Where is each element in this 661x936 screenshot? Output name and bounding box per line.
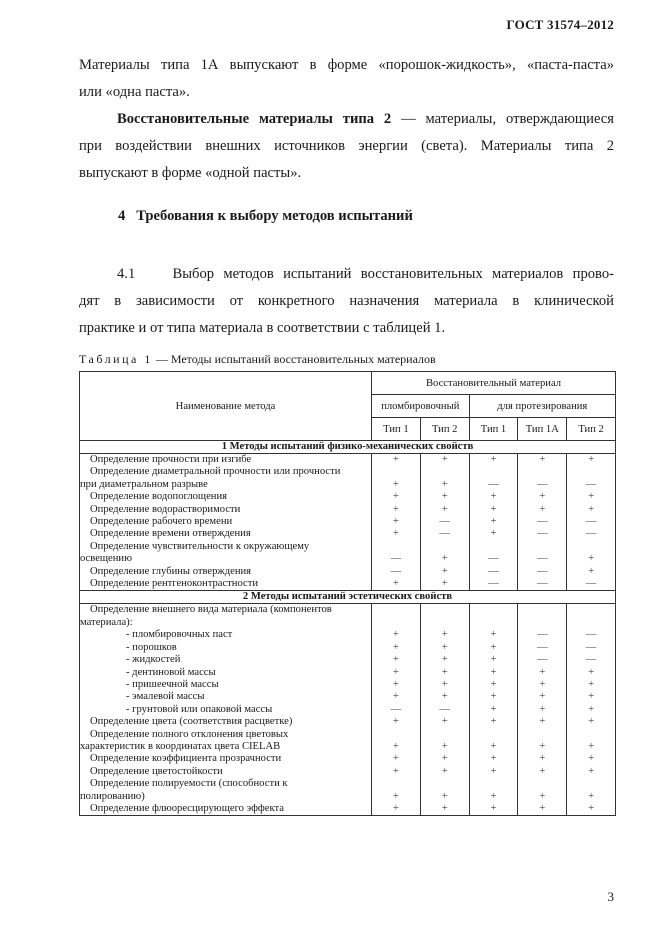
method-name-line: - порошков xyxy=(126,641,177,653)
paragraph-type-2 xyxy=(79,106,614,187)
group-row xyxy=(80,441,616,454)
applicability-mark: + xyxy=(372,667,421,679)
applicability-mark: + xyxy=(518,704,567,716)
applicability-mark: — xyxy=(518,528,567,540)
table-row xyxy=(80,704,616,716)
applicability-mark: + xyxy=(469,667,518,679)
applicability-mark: + xyxy=(469,491,518,503)
header-filling: пломбировочный xyxy=(372,395,470,418)
applicability-mark: + xyxy=(518,803,567,816)
method-name-line: - жидкостей xyxy=(126,654,181,666)
applicability-mark: — xyxy=(518,642,567,654)
applicability-mark: + xyxy=(469,679,518,691)
applicability-mark: + xyxy=(372,716,421,728)
applicability-mark: + xyxy=(372,654,421,666)
applicability-mark: — xyxy=(420,704,469,716)
table-row xyxy=(80,604,616,629)
header-type: Тип 1 xyxy=(469,418,518,441)
applicability-mark: + xyxy=(469,803,518,816)
applicability-mark: — xyxy=(518,516,567,528)
applicability-mark: — xyxy=(567,642,616,654)
applicability-mark: + xyxy=(567,691,616,703)
table-row xyxy=(80,466,616,491)
method-name xyxy=(80,667,372,679)
method-name-line: Определение водорастворимости xyxy=(90,503,241,515)
applicability-mark: + xyxy=(420,766,469,778)
table-row xyxy=(80,778,616,803)
standard-header: ГОСТ 31574–2012 xyxy=(506,17,614,32)
method-name-line: Определение времени отверждения xyxy=(90,528,251,540)
applicability-mark xyxy=(567,604,616,629)
page-number: 3 xyxy=(607,889,614,904)
applicability-mark: — xyxy=(518,578,567,591)
applicability-mark: + xyxy=(420,541,469,566)
method-name-line: - грунтовой или опаковой массы xyxy=(126,703,273,715)
term-definition: — материалы, отверждающиеся xyxy=(391,111,614,127)
table-row xyxy=(80,491,616,503)
applicability-mark: + xyxy=(469,766,518,778)
method-name-line: характеристик в координатах цвета CIELAB xyxy=(80,740,281,752)
table-row xyxy=(80,766,616,778)
applicability-mark: + xyxy=(420,629,469,641)
table-row xyxy=(80,691,616,703)
method-name-line: Определение внешнего вида материала (компонентов xyxy=(90,604,332,616)
applicability-mark xyxy=(518,604,567,629)
applicability-mark: — xyxy=(420,528,469,540)
applicability-mark: + xyxy=(518,753,567,765)
applicability-mark: + xyxy=(518,691,567,703)
applicability-mark: — xyxy=(518,654,567,666)
applicability-mark: — xyxy=(518,566,567,578)
applicability-mark: — xyxy=(372,541,421,566)
applicability-mark: — xyxy=(567,466,616,491)
group-title: 2 Методы испытаний эстетических свойств xyxy=(80,591,616,604)
applicability-mark: — xyxy=(567,629,616,641)
table-caption xyxy=(79,352,436,367)
applicability-mark: + xyxy=(518,778,567,803)
method-name-line: - эмалевой массы xyxy=(126,691,205,703)
header-type: Тип 1А xyxy=(518,418,567,441)
applicability-mark: + xyxy=(567,679,616,691)
method-name xyxy=(80,516,372,528)
text-line: практике и от типа материала в соответствии с таблицей 1. xyxy=(79,320,446,336)
applicability-mark: + xyxy=(420,566,469,578)
text-line: при воздействии внешних источников энергии (света). Материалы типа 2 xyxy=(79,138,614,154)
method-name xyxy=(80,679,372,691)
table-row xyxy=(80,642,616,654)
table-caption-text: — Методы испытаний восстановительных материалов xyxy=(152,352,436,366)
text-line: выпускают в форме «одной пасты». xyxy=(79,165,302,181)
applicability-mark: + xyxy=(567,504,616,516)
table-row xyxy=(80,504,616,516)
applicability-mark: — xyxy=(518,629,567,641)
method-name-line: Определение цветостойкости xyxy=(90,765,223,777)
applicability-mark: + xyxy=(372,578,421,591)
term-bold: Восстановительные материалы типа 2 xyxy=(117,111,392,127)
method-name xyxy=(80,654,372,666)
text-line: или «одна паста». xyxy=(79,84,190,100)
applicability-mark: + xyxy=(567,541,616,566)
applicability-mark: + xyxy=(372,679,421,691)
header-method: Наименование метода xyxy=(80,372,372,441)
method-name-line: Определение водопоглощения xyxy=(90,491,227,503)
method-name-line: - пришеечной массы xyxy=(126,678,219,690)
table-row xyxy=(80,729,616,754)
applicability-mark: + xyxy=(469,642,518,654)
text-line: дят в зависимости от конкретного назначения материала в клинической xyxy=(79,293,614,309)
applicability-mark xyxy=(469,604,518,629)
method-name xyxy=(80,629,372,641)
applicability-mark: + xyxy=(372,629,421,641)
table-row xyxy=(80,516,616,528)
header-type: Тип 2 xyxy=(567,418,616,441)
applicability-mark: + xyxy=(372,528,421,540)
method-name-line: освещению xyxy=(80,553,133,565)
applicability-mark: + xyxy=(372,766,421,778)
applicability-mark: + xyxy=(567,704,616,716)
header-material: Восстановительный материал xyxy=(372,372,616,395)
applicability-mark: — xyxy=(567,578,616,591)
applicability-mark: + xyxy=(567,729,616,754)
applicability-mark: + xyxy=(372,642,421,654)
header-prosthetic: для протезирования xyxy=(469,395,615,418)
applicability-mark: + xyxy=(420,654,469,666)
applicability-mark: + xyxy=(420,803,469,816)
applicability-mark: + xyxy=(420,466,469,491)
table-row xyxy=(80,566,616,578)
table-row xyxy=(80,629,616,641)
applicability-mark: + xyxy=(420,504,469,516)
table-row xyxy=(80,454,616,467)
applicability-mark: + xyxy=(420,642,469,654)
applicability-mark: + xyxy=(372,466,421,491)
method-name-line: при диаметральном разрыве xyxy=(80,478,208,490)
table-row xyxy=(80,578,616,591)
applicability-mark: + xyxy=(420,667,469,679)
method-name xyxy=(80,466,372,491)
method-name-line: - дентиновой массы xyxy=(126,666,216,678)
applicability-mark: — xyxy=(567,516,616,528)
method-name-line: Определение рабочего времени xyxy=(90,516,233,528)
group-row xyxy=(80,591,616,604)
method-name xyxy=(80,541,372,566)
applicability-mark: — xyxy=(469,466,518,491)
method-name xyxy=(80,691,372,703)
applicability-mark: + xyxy=(372,778,421,803)
table-row xyxy=(80,753,616,765)
method-name xyxy=(80,803,372,816)
applicability-mark: — xyxy=(567,528,616,540)
text-line xyxy=(79,106,614,133)
method-name xyxy=(80,729,372,754)
applicability-mark: + xyxy=(469,654,518,666)
applicability-mark: + xyxy=(567,766,616,778)
applicability-mark: + xyxy=(420,578,469,591)
method-name-line: Определение чувствительности к окружающему xyxy=(90,540,310,552)
method-name-line: Определение прочности при изгибе xyxy=(90,454,252,465)
applicability-mark: — xyxy=(518,541,567,566)
method-name-line: Определение рентгеноконтрастности xyxy=(90,578,259,590)
applicability-mark: + xyxy=(567,716,616,728)
applicability-mark: + xyxy=(469,753,518,765)
applicability-mark: + xyxy=(420,716,469,728)
applicability-mark: + xyxy=(469,691,518,703)
applicability-mark: + xyxy=(567,667,616,679)
applicability-mark: + xyxy=(372,691,421,703)
group-title: 1 Методы испытаний физико-механических свойств xyxy=(80,441,616,454)
applicability-mark: + xyxy=(469,729,518,754)
table-row xyxy=(80,667,616,679)
method-name-line: Определение диаметральной прочности или прочности xyxy=(90,466,341,478)
method-name-line: Определение флюоресцирующего эффекта xyxy=(90,802,284,814)
method-name xyxy=(80,766,372,778)
text-line: 4.1 Выбор методов испытаний восстановительных материалов прово- xyxy=(117,266,614,282)
applicability-mark: + xyxy=(372,753,421,765)
method-name-line: Определение глубины отверждения xyxy=(90,565,252,577)
applicability-mark: — xyxy=(518,466,567,491)
applicability-mark: + xyxy=(372,504,421,516)
applicability-mark: + xyxy=(420,729,469,754)
method-name xyxy=(80,504,372,516)
applicability-mark: + xyxy=(420,454,469,467)
applicability-mark: + xyxy=(567,803,616,816)
applicability-mark: — xyxy=(420,516,469,528)
method-name-line: материала): xyxy=(80,616,133,628)
header-type: Тип 2 xyxy=(420,418,469,441)
applicability-mark: + xyxy=(372,729,421,754)
applicability-mark: + xyxy=(420,491,469,503)
applicability-mark: + xyxy=(518,766,567,778)
applicability-mark: + xyxy=(469,454,518,467)
applicability-mark: + xyxy=(518,716,567,728)
applicability-mark: + xyxy=(372,454,421,467)
method-name xyxy=(80,642,372,654)
method-name xyxy=(80,778,372,803)
applicability-mark: — xyxy=(372,704,421,716)
applicability-mark: + xyxy=(518,504,567,516)
applicability-mark: — xyxy=(567,654,616,666)
section-title: 4 Требования к выбору методов испытаний xyxy=(118,208,413,224)
table-row xyxy=(80,803,616,816)
text-line: Материалы типа 1А выпускают в форме «порошок-жидкость», «паста-паста» xyxy=(79,57,614,73)
applicability-mark: + xyxy=(469,778,518,803)
applicability-mark: + xyxy=(518,667,567,679)
applicability-mark: — xyxy=(469,541,518,566)
applicability-mark: + xyxy=(518,729,567,754)
method-name xyxy=(80,491,372,503)
method-name-line: Определение цвета (соответствия расцветке) xyxy=(90,716,293,728)
applicability-mark: — xyxy=(469,578,518,591)
applicability-mark: + xyxy=(469,704,518,716)
method-name xyxy=(80,578,372,591)
applicability-mark: + xyxy=(420,691,469,703)
applicability-mark: + xyxy=(372,516,421,528)
applicability-mark: + xyxy=(567,566,616,578)
method-name-line: Определение полного отклонения цветовых xyxy=(90,728,289,740)
methods-table xyxy=(79,371,616,816)
method-name-line: - пломбировочных паст xyxy=(126,629,233,641)
applicability-mark: + xyxy=(469,516,518,528)
method-name-line: Определение полируемости (способности к xyxy=(90,778,288,790)
table-row xyxy=(80,654,616,666)
applicability-mark: + xyxy=(469,716,518,728)
applicability-mark: + xyxy=(567,778,616,803)
applicability-mark: + xyxy=(469,528,518,540)
table-row xyxy=(80,541,616,566)
method-name xyxy=(80,566,372,578)
paragraph-type-1a xyxy=(79,52,614,106)
method-name-line: Определение коэффициента прозрачности xyxy=(90,753,282,765)
paragraph-4-1 xyxy=(79,261,614,342)
applicability-mark: + xyxy=(518,491,567,503)
method-name xyxy=(80,528,372,540)
method-name xyxy=(80,704,372,716)
applicability-mark: + xyxy=(420,753,469,765)
applicability-mark: + xyxy=(420,679,469,691)
table-row xyxy=(80,716,616,728)
method-name xyxy=(80,753,372,765)
applicability-mark: — xyxy=(372,566,421,578)
applicability-mark: — xyxy=(469,566,518,578)
applicability-mark xyxy=(372,604,421,629)
table-caption-label: Таблица 1 xyxy=(79,352,153,366)
header-type: Тип 1 xyxy=(372,418,421,441)
applicability-mark: + xyxy=(567,491,616,503)
applicability-mark: + xyxy=(567,753,616,765)
applicability-mark xyxy=(420,604,469,629)
method-name xyxy=(80,604,372,629)
table-body xyxy=(80,441,616,816)
applicability-mark: + xyxy=(372,803,421,816)
method-name xyxy=(80,716,372,728)
applicability-mark: + xyxy=(518,454,567,467)
applicability-mark: + xyxy=(469,629,518,641)
table-row xyxy=(80,679,616,691)
table-row xyxy=(80,528,616,540)
applicability-mark: + xyxy=(518,679,567,691)
applicability-mark: + xyxy=(420,778,469,803)
method-name xyxy=(80,454,372,467)
method-name-line: полированию) xyxy=(80,790,145,802)
applicability-mark: + xyxy=(372,491,421,503)
applicability-mark: + xyxy=(469,504,518,516)
applicability-mark: + xyxy=(567,454,616,467)
